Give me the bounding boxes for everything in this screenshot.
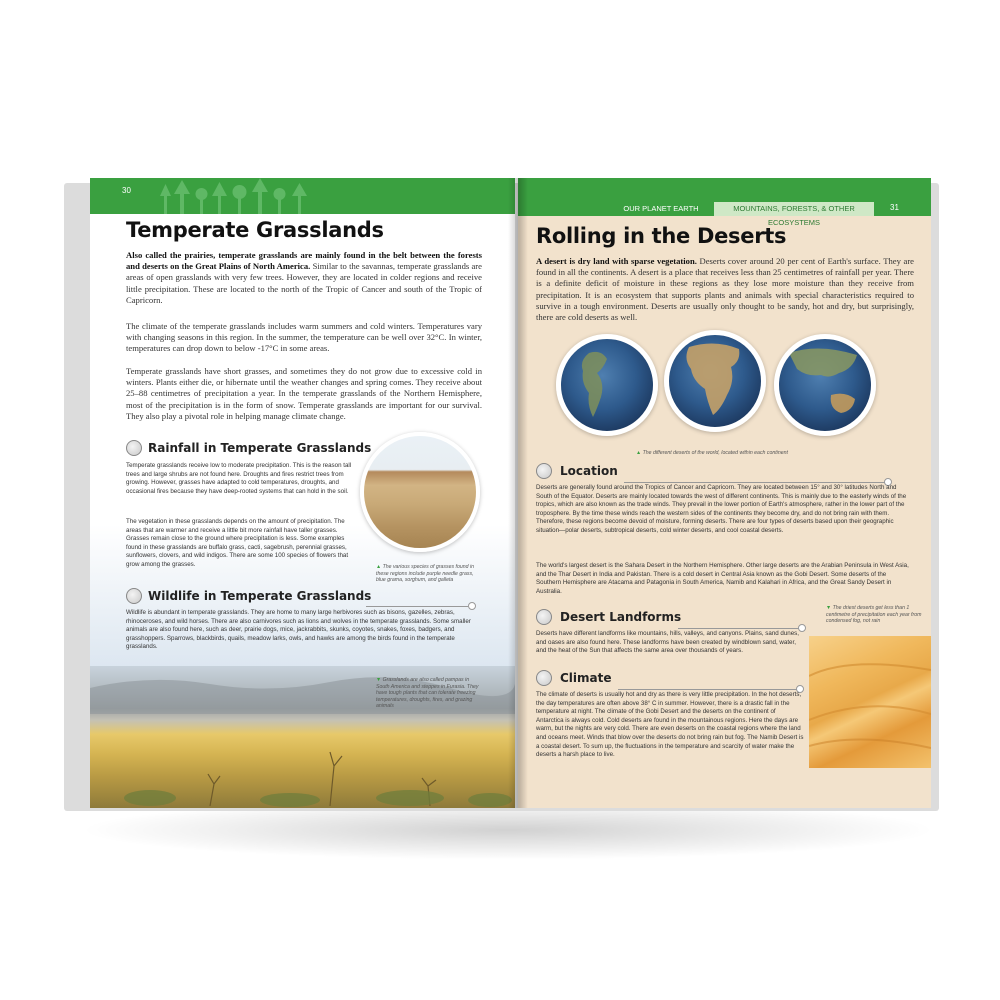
page-title: Rolling in the Deserts	[536, 224, 787, 248]
caption-triangle-icon: ▼	[376, 677, 383, 683]
climate-paragraph: The climate of deserts is usually hot and dry as there is very little precipitation. In the hot deserts, the day temperatures are often above 38° C in summer. However, there is a drastic fall in the temperature at night. The climate of the Gobi Desert and the deserts on the continent of Antarctica is always cold. Cold deserts are found in the mountainous regions. Here the days are warm, but the nights are very cold. There are even deserts on the coastal regions where the land and oceans meet. Winds that blow over the deserts do not bring rain but fog. The Namib Desert is a coastal desert. To sum up, the fluctuations in the temperature and scarcity of water make the deserts a harsh place to live.	[536, 691, 804, 759]
globe-icon	[536, 463, 552, 479]
left-header-bar	[90, 178, 515, 214]
left-page	[90, 178, 515, 808]
caption-triangle-icon: ▲	[636, 450, 643, 456]
intro-bold-text: Also called the prairies, temperate grasslands are mainly found in the belt between the forests and deserts on the Great Plains of North America.	[126, 250, 482, 272]
climate-heading: Climate	[560, 671, 612, 685]
right-page	[518, 178, 931, 808]
landscape-caption	[376, 677, 480, 710]
globe-land-shapes	[669, 335, 761, 427]
tab-our-planet-earth: OUR PLANET EARTH	[610, 202, 712, 216]
grass-caption	[376, 564, 476, 584]
wildlife-heading: Wildlife in Temperate Grasslands	[148, 589, 372, 603]
intro-paragraph	[536, 256, 914, 323]
landscape-caption-text: Grasslands are also called pampas in South America and steppes in Eurasia. They have tough plants that can tolerate freezing temperatures, droughts, fires, and grazing animals	[376, 677, 479, 710]
globe-caption-text: The different deserts of the world, located within each continent	[642, 450, 788, 456]
intro-text: Deserts cover around 20 per cent of Earth's surface. They are found in all the continents. A desert is a place that receives less than 25 centimetres of rainfall per year. There is a definite deficit of moisture in these regions as they lose more moisture than they receive from precipitation. It is an ecosystem that supports plants and animals with special characteristics required to survive in a tough environment. Deserts are usually only thought to be sandy, hot and dry, but surprisingly, there are cold deserts as well.	[536, 256, 915, 323]
rainfall-heading: Rainfall in Temperate Grasslands	[148, 441, 372, 455]
sand-caption	[826, 605, 926, 625]
page-number: 31	[890, 203, 899, 212]
location-paragraph-2: The world's largest desert is the Sahara Desert in the Northern Hemisphere. Other large deserts are the Arabian Peninsula in West Asia, and the Thar Desert in India and Pakistan. There is a cold desert in Central Asia known as the Gobi Desert. Some deserts of the Southern Hemisphere are Atacama and Patagonia in South America, Namib and Kalahari in Africa, and the Great Sandy Desert in Australia.	[536, 562, 909, 595]
globe-icon	[536, 609, 552, 625]
location-paragraph-1: Deserts are generally found around the Tropics of Cancer and Capricorn. They are located between 15° and 30° latitudes North and South of the Equator. Deserts are mainly located towards the west of different continents. This is mainly due to the easterly winds of the tropics, which are also known as the trade winds. They prevail in the lower portion of Earth's atmosphere, rather in the lower part of the troposphere. By the time these winds reach the western sides of the continents they become dry, and do not bring rain with them. Therefore, these regions become devoid of moisture, forming deserts. There are four types of deserts based upon their geographic situation—polar deserts, subtropical deserts, cold winter deserts, and cool coastal deserts.	[536, 484, 907, 534]
heading-rule	[624, 482, 886, 483]
grass-caption-text: The various species of grasses found in these regions include purple needle grass, blue grama, sorghum, and galleta	[376, 564, 474, 584]
globe-land-shapes	[561, 339, 653, 431]
page-number: 30	[122, 186, 131, 195]
caption-triangle-icon: ▲	[376, 564, 383, 570]
grassland-photo	[360, 432, 480, 552]
location-heading: Location	[560, 464, 618, 478]
caption-triangle-icon: ▼	[826, 605, 833, 611]
intro-text: Similar to the savannas, temperate grasslands are areas of open grasslands with very few trees. However, they are located in colder regions and receive little precipitation. These are located to the north of the Tropic of Cancer and south of the Tropic of Capricorn.	[126, 261, 482, 305]
forest-silhouette-icon	[160, 178, 320, 214]
heading-rule	[366, 606, 468, 607]
landforms-paragraph: Deserts have different landforms like mountains, hills, valleys, and canyons. Plains, sand dunes, and oases are also found here. These landforms have been created by windblown sand, water, and the heat of the Sun that affects the same area over thousands of years.	[536, 630, 799, 655]
intro-paragraph	[126, 250, 482, 306]
heading-rule	[678, 628, 800, 629]
dune-shapes	[809, 636, 931, 768]
vegetation-paragraph: Temperate grasslands have short grasses, and sometimes they do not grow due to excessive cold in winters. Plants either die, or hibernate until the weather changes and spring comes. They receive about 25–88 centimetres of precipitation a year. In the temperate grasslands of the Northern Hemisphere, most of the precipitation is in the form of snow. Temperate grasslands are important for our survival. They also play a pivotal role in helping manage climate change.	[126, 366, 482, 421]
sand-dunes-photo	[809, 636, 931, 768]
book-gutter	[508, 178, 528, 808]
globe-caption	[636, 450, 876, 457]
globe-icon	[126, 440, 142, 456]
climate-paragraph: The climate of the temperate grasslands includes warm summers and cold winters. Temperatures vary with changing seasons in this region. In the summer, the temperature can be well over 32°C. In winter, temperatures can drop down to below -17°C in some areas.	[126, 321, 482, 354]
globe-africa	[664, 330, 766, 432]
globe-land-shapes	[779, 339, 871, 431]
page-title: Temperate Grasslands	[126, 218, 384, 242]
rainfall-paragraph-1: Temperate grasslands receive low to moderate precipitation. This is the reason tall trees and large shrubs are not found here. Droughts and fires restrict trees from growing. However, grasses have adapted to cold temperatures, droughts, and occasional fires because they have deep-rooted systems that can hold in the soil.	[126, 462, 352, 495]
wildlife-paragraph: Wildlife is abundant in temperate grasslands. They are home to many large herbivores such as bisons, gazelles, zebras, rhinoceroses, and wild horses. There are also carnivores such as lions and wolves in the temperate grasslands. Some smaller animals are also found here, such as deer, prairie dogs, mice, jackrabbits, skunks, coyotes, snakes, foxes, badgers, and grasshoppers. Sparrows, blackbirds, quails, meadow larks, owls, and hawks are among the birds found in the temperate grasslands.	[126, 609, 471, 651]
globe-icon	[536, 670, 552, 686]
intro-bold-text: A desert is dry land with sparse vegetation.	[536, 256, 697, 266]
globe-americas	[556, 334, 658, 436]
sand-caption-text: The driest deserts get less than 1 centimetre of precipitation each year from condensed fog, not rain	[826, 605, 922, 625]
rainfall-paragraph-2: The vegetation in these grasslands depends on the amount of precipitation. The areas that are warmer and receive a little bit more rainfall have taller grasses. Grasses remain close to the ground where precipitation is less. Some examples found in these grasslands are buffalo grass, cacti, sagebrush, perennial grasses, sunflowers, clovers, and wild indigos. There are some 100 species of flowers that grow among the grasses.	[126, 518, 349, 568]
landforms-heading: Desert Landforms	[560, 610, 682, 624]
heading-rule	[618, 689, 798, 690]
globe-asia-australia	[774, 334, 876, 436]
globe-icon	[126, 588, 142, 604]
tab-mountains-forests: MOUNTAINS, FORESTS, & OTHER ECOSYSTEMS	[714, 202, 874, 216]
